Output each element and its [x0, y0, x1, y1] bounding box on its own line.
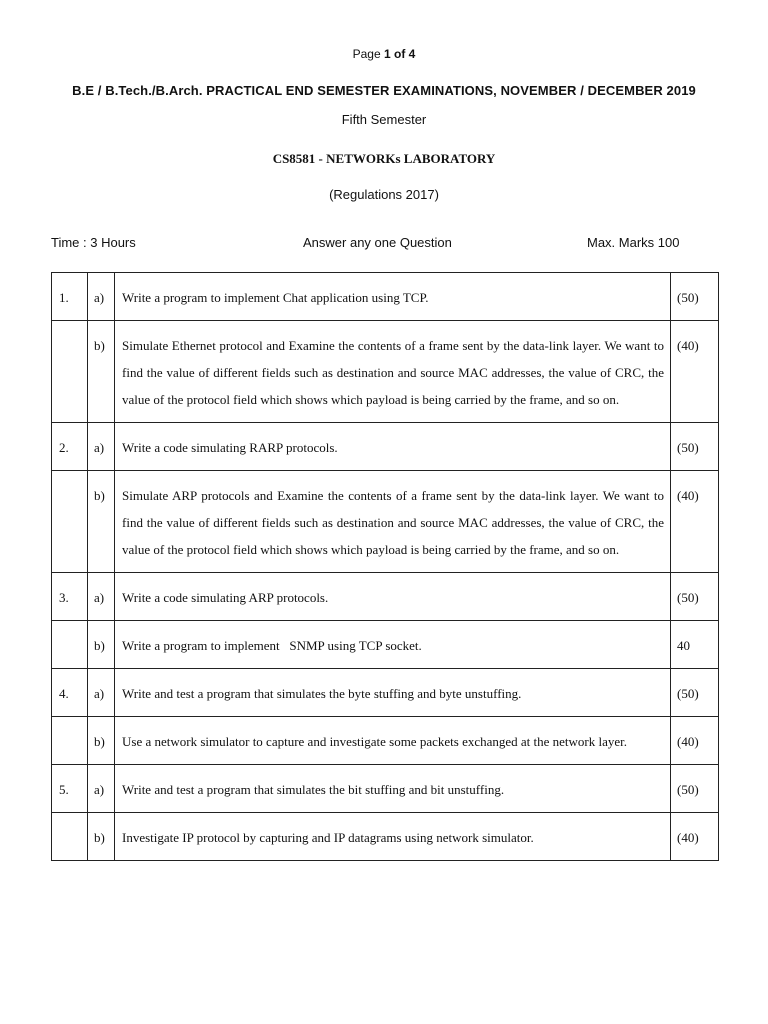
question-text: Investigate IP protocol by capturing and IP datagrams using network simulator. — [115, 813, 671, 861]
question-text: Write and test a program that simulates the bit stuffing and bit unstuffing. — [115, 765, 671, 813]
exam-instruction: Answer any one Question — [303, 235, 452, 250]
question-marks: (40) — [671, 813, 719, 861]
question-part: b) — [88, 813, 115, 861]
question-text: Simulate ARP protocols and Examine the contents of a frame sent by the data-link layer. We want to find the value of different fields such as destination and source MAC addresses, the value of CRC, the value of the protocol field which shows which payload is being carried by the frame, and so on. — [115, 471, 671, 573]
question-part: b) — [88, 717, 115, 765]
question-text: Write a program to implement SNMP using TCP socket. — [115, 621, 671, 669]
question-number — [52, 717, 88, 765]
table-row — [52, 813, 719, 861]
table-row — [52, 273, 719, 321]
question-part: a) — [88, 765, 115, 813]
question-number — [52, 621, 88, 669]
question-part: a) — [88, 669, 115, 717]
question-marks: 40 — [671, 621, 719, 669]
table-row — [52, 765, 719, 813]
questions-table — [51, 272, 719, 861]
question-marks: (50) — [671, 669, 719, 717]
question-part: a) — [88, 273, 115, 321]
exam-duration: Time : 3 Hours — [51, 235, 136, 250]
table-row — [52, 717, 719, 765]
questions-body — [52, 273, 719, 861]
question-text: Write a program to implement Chat application using TCP. — [115, 273, 671, 321]
course-title: CS8581 - NETWORKs LABORATORY — [272, 151, 496, 166]
question-part: a) — [88, 573, 115, 621]
question-marks: (50) — [671, 423, 719, 471]
question-number — [52, 813, 88, 861]
table-row — [52, 423, 719, 471]
question-part: b) — [88, 471, 115, 573]
question-number: 2. — [52, 423, 88, 471]
page-current: 1 — [383, 47, 391, 61]
table-row — [52, 573, 719, 621]
question-text: Write a code simulating ARP protocols. — [115, 573, 671, 621]
question-part: b) — [88, 321, 115, 423]
exam-info-row — [51, 235, 691, 253]
question-marks: (40) — [671, 471, 719, 573]
page-number — [0, 47, 768, 61]
table-row — [52, 669, 719, 717]
page-label: Page — [352, 47, 384, 61]
question-number: 5. — [52, 765, 88, 813]
question-number — [52, 471, 88, 573]
question-marks: (50) — [671, 765, 719, 813]
question-number: 3. — [52, 573, 88, 621]
question-marks: (40) — [671, 321, 719, 423]
question-marks: (50) — [671, 273, 719, 321]
question-marks: (50) — [671, 573, 719, 621]
question-part: b) — [88, 621, 115, 669]
question-number: 4. — [52, 669, 88, 717]
question-marks: (40) — [671, 717, 719, 765]
question-text: Simulate Ethernet protocol and Examine the contents of a frame sent by the data-link layer. We want to find the value of different fields such as destination and source MAC addresses, the value of CRC, the value of the protocol field which shows which payload is being carried by the frame, and so on. — [115, 321, 671, 423]
question-text: Use a network simulator to capture and investigate some packets exchanged at the network layer. — [115, 717, 671, 765]
semester: Fifth Semester — [341, 112, 427, 127]
regulations: (Regulations 2017) — [329, 187, 439, 202]
max-marks: Max. Marks 100 — [587, 235, 680, 250]
page-of: of — [390, 47, 409, 61]
table-row — [52, 471, 719, 573]
page-total: 4 — [408, 47, 416, 61]
question-part: a) — [88, 423, 115, 471]
question-text: Write and test a program that simulates the byte stuffing and byte unstuffing. — [115, 669, 671, 717]
table-row — [52, 621, 719, 669]
question-text: Write a code simulating RARP protocols. — [115, 423, 671, 471]
question-number: 1. — [52, 273, 88, 321]
exam-title: B.E / B.Tech./B.Arch. PRACTICAL END SEMESTER EXAMINATIONS, NOVEMBER / DECEMBER 2019 — [72, 83, 696, 98]
table-row — [52, 321, 719, 423]
question-number — [52, 321, 88, 423]
